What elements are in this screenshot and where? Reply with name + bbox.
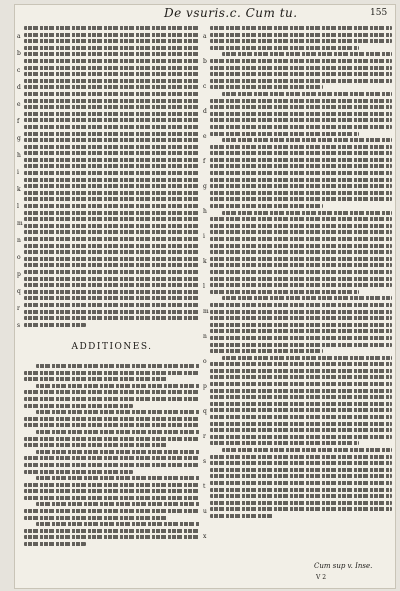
marginal-letter: k [17, 186, 21, 193]
main-text-column [24, 26, 200, 336]
running-head: De vsuris.c. Cum tu. [164, 6, 298, 20]
marginal-letter: u [203, 508, 207, 515]
marginal-letter: n [17, 237, 21, 244]
marginal-letter: s [17, 322, 21, 329]
marginal-letter: l [17, 203, 19, 210]
additions-heading: ADDITIONES. [71, 342, 153, 352]
marginal-letter: k [203, 258, 207, 265]
marginal-letter: b [17, 50, 21, 57]
marginal-letter: c [203, 83, 207, 90]
signature-mark: V 2 [316, 574, 327, 581]
marginal-letter: g [17, 135, 21, 142]
marginal-letter: d [17, 84, 21, 91]
marginal-letter: h [203, 208, 207, 215]
commentary-column [210, 26, 392, 578]
marginal-letter: e [203, 133, 207, 140]
marginal-letter: f [203, 158, 206, 165]
folio-number: 155 [370, 8, 388, 18]
marginal-letter: f [17, 118, 20, 125]
marginal-letter: b [203, 58, 207, 65]
marginal-letter: t [203, 483, 206, 490]
marginal-letter: o [203, 358, 207, 365]
marginal-letter: m [17, 220, 23, 227]
marginal-letter: s [203, 458, 207, 465]
marginal-letter: p [203, 383, 207, 390]
marginal-letter: a [17, 33, 21, 40]
marginal-letter: g [203, 183, 207, 190]
marginal-letter: x [203, 533, 207, 540]
book-page [14, 4, 396, 589]
marginal-letter: e [17, 101, 21, 108]
additions-column [24, 364, 200, 570]
marginal-letter: m [203, 308, 209, 315]
marginal-letter: i [17, 169, 19, 176]
catchword: Cum sup v. Inse. [314, 562, 373, 570]
marginal-letter: h [17, 152, 21, 159]
marginal-letter: l [203, 283, 205, 290]
marginal-letter: a [203, 33, 207, 40]
marginal-letter: q [203, 408, 207, 415]
marginal-letter: i [203, 233, 205, 240]
marginal-letter: c [17, 67, 21, 74]
marginal-letter: n [203, 333, 207, 340]
marginal-letter: r [17, 305, 20, 312]
marginal-letter: p [17, 271, 21, 278]
marginal-letter: r [203, 433, 206, 440]
marginal-letter: q [17, 288, 21, 295]
marginal-letter: o [17, 254, 21, 261]
page-header [14, 6, 396, 26]
marginal-letter: d [203, 108, 207, 115]
